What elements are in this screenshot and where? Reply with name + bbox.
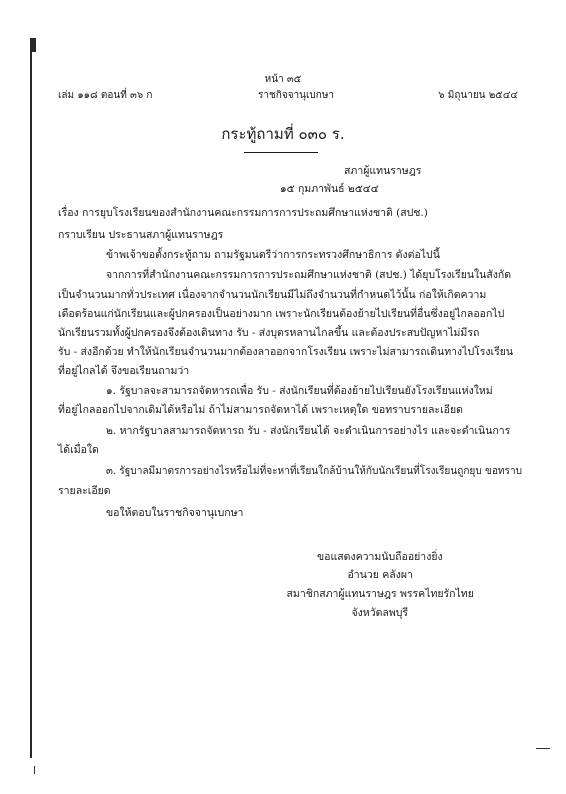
scan-mark	[536, 748, 550, 749]
signature-position: สมาชิกสภาผู้แทนราษฎร พรรคไทยรักไทย	[286, 588, 474, 600]
publication-date: ๖ มิถุนายน ๒๕๔๔	[438, 90, 518, 101]
subject-line: เรื่อง การยุบโรงเรียนของสำนักงานคณะกรรมการการประถมศึกษาแห่งชาติ (สปช.)	[58, 207, 428, 219]
question-title: กระทู้ถามที่ ๐๓๐ ร.	[221, 125, 345, 143]
question-item-2: ๒. หากรัฐบาลสามารถจัดหารถ รับ - ส่งนักเรียนได้ จะดำเนินการอย่างไร และจะดำเนินการ	[106, 425, 511, 437]
origin-date: ๑๕ กุมภาพันธ์ ๒๕๔๔	[280, 183, 379, 195]
body-line: เดือดร้อนแก่นักเรียนและผู้ปกครองเป็นอย่างมาก เพราะนักเรียนต้องย้ายไปเรียนที่อื่นซึ่งอยู่ไกลออกไป	[58, 308, 505, 320]
signature-closing: ขอแสดงความนับถืออย่างยิ่ง	[317, 551, 443, 563]
page-number: หน้า ๓๕	[264, 74, 302, 85]
body-line: จากการที่สำนักงานคณะกรรมการการประถมศึกษาแห่งชาติ (สปช.) ได้ยุบโรงเรียนในสังกัด	[106, 269, 512, 281]
body-line: ที่อยู่ไกลออกไปจากเดิมได้หรือไม่ ถ้าไม่สามารถจัดหาได้ เพราะเหตุใด ขอทราบรายละเอียด	[58, 404, 463, 416]
title-underline	[244, 152, 318, 153]
question-item-3: ๓. รัฐบาลมีมาตรการอย่างไรหรือไม่ที่จะหาที่เรียนใกล้บ้านให้กับนักเรียนที่โรงเรียนถูกยุบ ขอทราบ	[106, 465, 523, 477]
body-line: ข้าพเจ้าขอตั้งกระทู้ถาม ถามรัฐมนตรีว่าการกระทรวงศึกษาธิการ ดังต่อไปนี้	[106, 249, 440, 261]
gazette-name: ราชกิจจานุเบกษา	[258, 90, 335, 101]
body-line: ได้เมื่อใด	[58, 444, 99, 456]
question-item-1: ๑. รัฐบาลจะสามารถจัดหารถเพื่อ รับ - ส่งนักเรียนที่ต้องย้ายไปเรียนยังโรงเรียนแห่งใหม่	[106, 385, 493, 397]
origin-place: สภาผู้แทนราษฎร	[344, 165, 422, 177]
scan-tick	[34, 766, 35, 774]
signature-name: อำนวย คลังผา	[347, 569, 413, 581]
body-line: นักเรียนรวมทั้งผู้ปกครองจึงต้องเดินทาง รับ - ส่งบุตรหลานไกลขึ้น และต้องประสบปัญหาไม่มีรถ	[58, 327, 480, 339]
body-line: เป็นจำนวนมากทั่วประเทศ เนื่องจากจำนวนนักเรียนมีไม่ถึงจำนวนที่กำหนดไว้นั้น ก่อให้เกิดความ	[58, 289, 487, 301]
body-line: รับ - ส่งอีกด้วย ทำให้นักเรียนจำนวนมากต้องลาออกจากโรงเรียน เพราะไม่สามารถเดินทางไปโรงเรียน	[58, 346, 514, 358]
addressee-line: กราบเรียน ประธานสภาผู้แทนราษฎร	[58, 229, 224, 241]
signature-province: จังหวัดลพบุรี	[351, 607, 409, 619]
body-line: ที่อยู่ไกลได้ จึงขอเรียนถามว่า	[58, 365, 190, 377]
scan-corner-mark	[30, 38, 36, 52]
volume-issue: เล่ม ๑๑๘ ตอนที่ ๓๖ ก	[58, 90, 153, 101]
body-line: รายละเอียด	[58, 485, 111, 497]
scan-edge-line	[30, 38, 32, 758]
answer-request: ขอให้ตอบในราชกิจจานุเบกษา	[106, 507, 244, 519]
gazette-header	[58, 88, 518, 102]
